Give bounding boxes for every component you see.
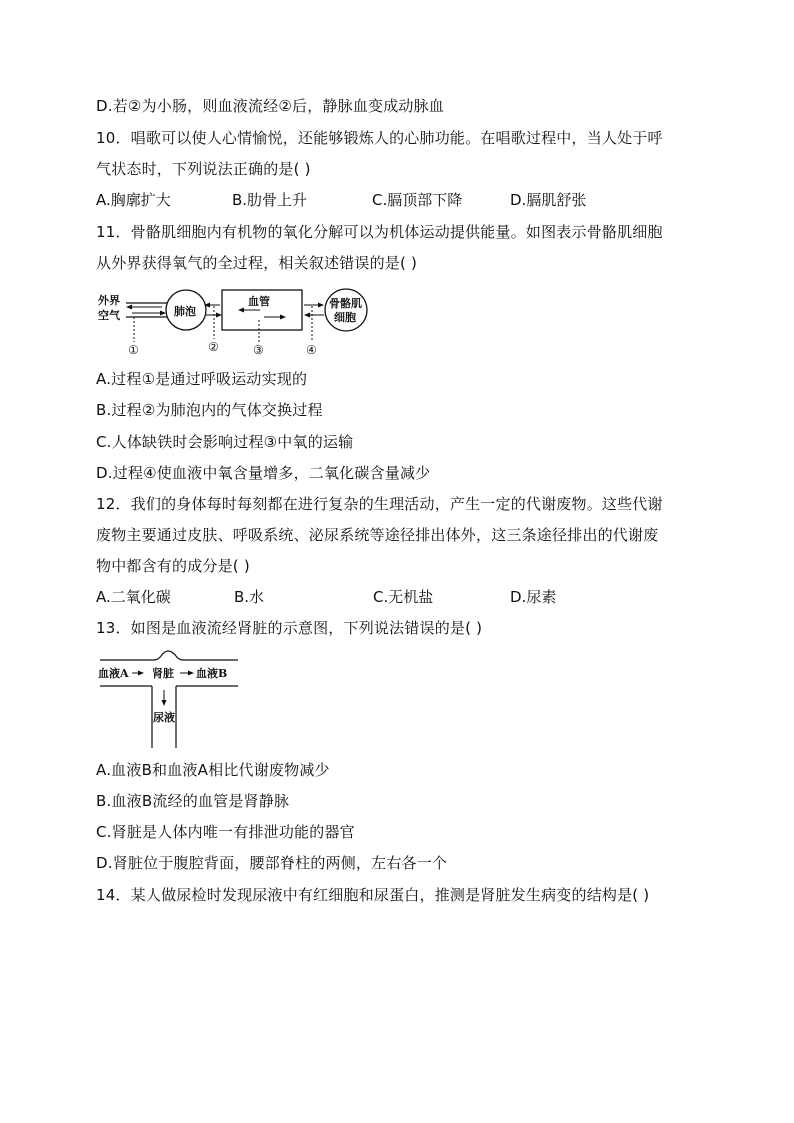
q13-option-d: D.肾脏位于腹腔背面，腰部脊柱的两侧，左右各一个 xyxy=(96,854,448,872)
blood-vessel-label: 血管 xyxy=(248,295,270,308)
q10-stem-line1: 10．唱歌可以使人心情愉悦，还能够锻炼人的心肺功能。在唱歌过程中，当人处于呼 xyxy=(96,129,663,147)
q10-stem-line2: 气状态时，下列说法正确的是( ) xyxy=(96,160,311,178)
process-3-mark: ③ xyxy=(253,343,264,357)
alveolus-in-arrow-head xyxy=(216,313,222,318)
kidney-label: 肾脏 xyxy=(152,667,174,680)
outside-air-label-2: 空气 xyxy=(98,309,120,322)
q11-option-c: C.人体缺铁时会影响过程③中氧的运输 xyxy=(96,433,354,451)
process-1-mark: ① xyxy=(128,343,139,357)
q13-option-a: A.血液B和血液A相比代谢废物减少 xyxy=(96,761,330,779)
outside-air-label-1: 外界 xyxy=(98,294,120,307)
q9-option-d: D.若②为小肠，则血液流经②后，静脉血变成动脉血 xyxy=(96,97,445,115)
q12-option-a: A.二氧化碳 xyxy=(96,588,171,606)
q13-kidney-diagram xyxy=(96,648,246,752)
blood-b-label: 血液B xyxy=(196,667,228,680)
muscle-cell-label-2: 细胞 xyxy=(334,311,356,324)
urine-arrow-head xyxy=(162,700,167,706)
q11-option-a: A.过程①是通过呼吸运动实现的 xyxy=(96,370,308,388)
q10-option-a: A.胸廓扩大 xyxy=(96,191,171,209)
blood-a-arrow-head xyxy=(138,671,144,676)
process-2-mark: ② xyxy=(208,340,219,354)
q12-stem-line3: 物中都含有的成分是( ) xyxy=(96,557,250,575)
vessel-top-line xyxy=(100,651,238,660)
cell-in-arrow-head xyxy=(304,313,310,318)
q12-stem-line2: 废物主要通过皮肤、呼吸系统、泌尿系统等途径排出体外，这三条途径排出的代谢废 xyxy=(96,526,659,544)
q10-option-c: C.膈顶部下降 xyxy=(372,191,463,209)
q12-option-d: D.尿素 xyxy=(510,588,557,606)
q11-stem-line2: 从外界获得氧气的全过程，相关叙述错误的是( ) xyxy=(96,254,418,272)
q13-stem-line1: 13．如图是血液流经肾脏的示意图，下列说法错误的是( ) xyxy=(96,619,483,637)
muscle-cell-circle xyxy=(325,289,367,331)
blood-b-arrow-head xyxy=(188,671,194,676)
q12-option-c: C.无机盐 xyxy=(373,588,434,606)
muscle-cell-label-1: 骨骼肌 xyxy=(329,297,362,310)
q11-respiration-diagram xyxy=(96,284,386,360)
cell-out-arrow-head xyxy=(318,303,324,308)
q11-option-b: B.过程②为肺泡内的气体交换过程 xyxy=(96,401,323,419)
q10-option-d: D.膈肌舒张 xyxy=(510,191,587,209)
q12-stem-line1: 12．我们的身体每时每刻都在进行复杂的生理活动，产生一定的代谢废物。这些代谢 xyxy=(96,495,663,513)
inhale-arrow-head xyxy=(160,311,166,316)
q13-option-c: C.肾脏是人体内唯一有排泄功能的器官 xyxy=(96,823,355,841)
q13-option-b: B.血液B流经的血管是肾静脉 xyxy=(96,792,290,810)
q14-stem-line1: 14．某人做尿检时发现尿液中有红细胞和尿蛋白，推测是肾脏发生病变的结构是( ) xyxy=(96,886,650,904)
q11-stem-line1: 11．骨骼肌细胞内有机物的氧化分解可以为机体运动提供能量。如图表示骨骼肌细胞 xyxy=(96,223,663,241)
process-4-mark: ④ xyxy=(306,343,317,357)
q12-option-b: B.水 xyxy=(234,588,265,606)
urine-label: 尿液 xyxy=(153,711,175,724)
q10-option-b: B.肋骨上升 xyxy=(232,191,308,209)
blood-a-label: 血液A xyxy=(98,667,129,680)
alveolus-label: 肺泡 xyxy=(174,305,196,318)
q11-option-d: D.过程④使血液中氧含量增多，二氧化碳含量减少 xyxy=(96,464,431,482)
exhale-arrow-head xyxy=(126,305,132,310)
